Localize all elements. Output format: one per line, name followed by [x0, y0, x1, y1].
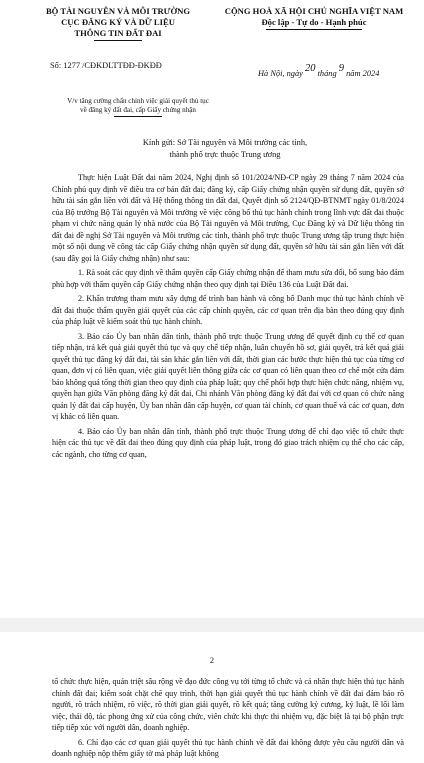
issue-date [258, 63, 380, 79]
document-number: Số: 1277 /CĐKDLTTĐĐ-ĐKĐĐ [50, 61, 162, 70]
body-paragraph: 3. Báo cáo Ủy ban nhân dân tỉnh, thành phố trực thuộc Trung ương để quyết định cụ thể cơ quan tiếp nhận, trả kết quả giải quyết thủ tục và quy chế tiếp nhận, luân chuyển hồ sơ, giải quyết, trả kết quả giải quyết thủ tục đăng ký đất đai, tài sản khác gắn liền với đất, thời gian các bước thực hiện thủ tục của từng cơ quan, đơn vị có liên quan, việc giải quyết liên thông giữa các cơ quan có liên quan theo cơ chế một cửa đảm bảo không quá tổng thời gian theo quy định của pháp luật; quy chế phối hợp thực hiện chức năng, nhiệm vụ, quyền hạn giữa Văn phòng đăng ký đất đai, Chi nhánh Văn phòng đăng ký đất đai với cơ quan có chức năng quản lý đất đai cấp huyện, Ủy ban nhân dân cấp huyện, cơ quan tài chính, cơ quan thuế và các cơ quan, đơn vị khác có liên quan. [52, 331, 404, 421]
subject-line2: về đăng ký đất đai, cấp Giấy chứng nhận [80, 106, 196, 115]
ministry-name: BỘ TÀI NGUYÊN VÀ MÔI TRƯỜNG [45, 6, 191, 16]
recipient-line2: thành phố trực thuộc Trung ương [169, 149, 281, 159]
subject-underline [114, 116, 162, 117]
subject-line1: V/v tăng cường chấn chỉnh việc giải quyết thủ tục [67, 97, 209, 105]
body-paragraph: 1. Rà soát các quy định về thẩm quyền cấp Giấy chứng nhận để tham mưu sửa đổi, bổ sung bảo đảm phù hợp với thẩm quyền cấp Giấy chứng nhận theo quy định tại Điều 136 của Luật Đất đai. [52, 268, 404, 289]
date-year: năm 2024 [346, 69, 380, 78]
page-number: 2 [209, 656, 215, 665]
body-paragraph: Thực hiện Luật Đất đai năm 2024, Nghị định số 101/2024/NĐ-CP ngày 29 tháng 7 năm 2024 của Chính phủ quy định về điều tra cơ bản đất đai; đăng ký, cấp Giấy chứng nhận quyền sử dụng đất, quyền sở hữu tài sản gắn liền với đất và Hệ thống thông tin đất đai, Quyết định số 2124/QĐ-BTNMT ngày 01/8/2024 của Bộ trưởng Bộ Tài nguyên và Môi trường về việc công bố thủ tục hành chính trong lĩnh vực đất đai thuộc phạm vi chức năng quản lý nhà nước của Bộ Tài nguyên và Môi trường, Cục Đăng ký và Dữ liệu thông tin đất đai đề nghị Sở Tài nguyên và Môi trường các tỉnh, thành phố trực thuộc Trung ương tập trung thực hiện một số nội dung về công tác cấp Giấy chứng nhận quyền sử dụng đất, quyền sở hữu tài sản gắn liền với đất (sau đây gọi là Giấy chứng nhận) như sau: [52, 173, 404, 263]
body-paragraph: tổ chức thực hiện, quán triệt sâu rộng về đạo đức công vụ tới từng tổ chức và cá nhân thực hiện thủ tục hành chính đất đai; kiểm soát chặt chẽ quy trình, thời hạn giải quyết thủ tục hành chính về đất đai đảm bảo rõ người, rõ trách nhiệm, rõ việc, rõ thời gian giải quyết, rõ kết quả; tăng cường kỷ cương, kỷ luật, lề lối làm việc, thái độ, tác phong ứng xử của công chức, viên chức khi thực thi nhiệm vụ, đặc biệt là tại bộ phận trực tiếp tiếp xúc với người dân, doanh nghiệp. [52, 677, 404, 732]
date-prefix: Hà Nội, ngày [258, 69, 303, 78]
agency-underline [94, 40, 142, 41]
date-month: 9 [338, 63, 345, 74]
document-body [52, 172, 404, 463]
motto-underline [266, 29, 362, 30]
document-page-2 [0, 632, 424, 760]
national-header-block [210, 6, 418, 30]
document-subject [48, 97, 228, 117]
document-body-continued [52, 676, 404, 763]
body-paragraph: 6. Chỉ đạo các cơ quan giải quyết thủ tục hành chính về đất đai không được yêu cầu người dân và doanh nghiệp nộp thêm giấy tờ mà pháp luật không [52, 737, 404, 758]
agency-name-line1: CỤC ĐĂNG KÝ VÀ DỮ LIỆU [61, 17, 175, 27]
page-separator [0, 618, 424, 632]
issuing-agency-block [28, 6, 208, 41]
body-paragraph: 4. Báo cáo Ủy ban nhân dân tỉnh, thành phố trực thuộc Trung ương để chỉ đạo việc tổ chức thực hiện các thủ tục về đất đai theo đúng quy định của pháp luật, trong đó giao trách nhiệm cụ thể cho các cấp, các ngành, cho từng cơ quan, [52, 426, 404, 459]
country-name: CỘNG HOÀ XÃ HỘI CHỦ NGHĨA VIỆT NAM [224, 6, 404, 16]
date-day: 20 [305, 63, 316, 74]
recipient-block [100, 137, 350, 160]
date-month-prefix: tháng [317, 69, 337, 78]
recipient-line1: Kính gửi: Sở Tài nguyên và Môi trường các tỉnh, [142, 138, 308, 147]
agency-name-line2: THÔNG TIN ĐẤT ĐAI [74, 28, 162, 38]
body-paragraph: 2. Khẩn trương tham mưu xây dựng để trình ban hành và công bố Danh mục thủ tục hành chính về đất đai thuộc thẩm quyền giải quyết của các cấp chính quyền, các cơ quan trên địa bàn theo đúng quy định của pháp luật về kiểm soát thủ tục hành chính. [52, 294, 404, 326]
national-motto: Độc lập - Tự do - Hạnh phúc [261, 17, 367, 27]
